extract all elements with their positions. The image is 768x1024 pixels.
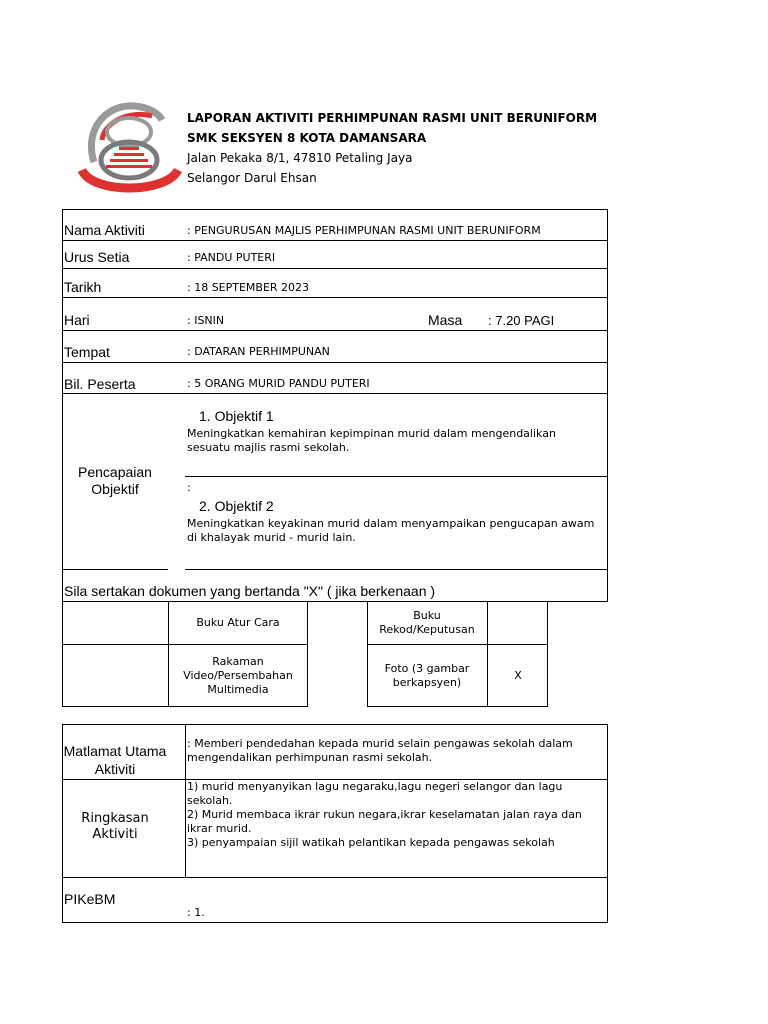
value-masa: : 7.20 PAGI	[488, 313, 555, 328]
objektif-2-title: 2. Objektif 2	[199, 498, 274, 514]
label-nama-aktiviti: Nama Aktiviti	[64, 222, 145, 238]
label-ringkasan: Ringkasan Aktiviti	[81, 811, 149, 842]
ringkasan-item: 1) murid menyanyikan lagu negaraku,lagu negeri selangor dan lagu sekolah.	[187, 780, 563, 807]
label-pikebm: PIKeBM	[64, 891, 116, 907]
value-nama-aktiviti: : PENGURUSAN MAJLIS PERHIMPUNAN RASMI UNIT BERUNIFORM	[187, 224, 541, 237]
label-matlamat: Matlamat Utama Aktiviti	[63, 743, 167, 777]
label-urus-setia: Urus Setia	[64, 249, 130, 265]
label-tarikh: Tarikh	[64, 279, 102, 295]
address-line-2: Selangor Darul Ehsan	[187, 171, 317, 185]
doc-rakaman: Rakaman Video/Persembahan Multimedia	[183, 654, 293, 696]
value-bil-peserta: : 5 ORANG MURID PANDU PUTERI	[187, 377, 370, 390]
ringkasan-item: 3) penyampaian sijil watikah pelantikan kepada pengawas sekolah	[187, 836, 555, 849]
dokumen-instruction: Sila sertakan dokumen yang bertanda "X" ( jika berkenaan )	[64, 583, 436, 599]
objektif-colon: :	[187, 481, 191, 494]
label-masa: Masa	[428, 312, 463, 328]
label-pencapaian-objektif: Pencapaian Objektif	[78, 464, 152, 497]
school-logo	[74, 92, 184, 197]
value-tempat: : DATARAN PERHIMPUNAN	[187, 345, 330, 358]
doc-buku-rekod: Buku Rekod/Keputusan	[379, 608, 475, 636]
school-name: SMK SEKSYEN 8 KOTA DAMANSARA	[187, 131, 427, 145]
label-tempat: Tempat	[64, 344, 110, 360]
value-hari: : ISNIN	[187, 314, 225, 327]
objektif-1-text: Meningkatkan kemahiran kepimpinan murid dalam mengendalikan sesuatu majlis rasmi sekolah.	[187, 427, 556, 454]
ringkasan-item: 2) Murid membaca ikrar rukun negara,ikrar keselamatan jalan raya dan ikrar murid.	[187, 808, 582, 835]
value-pikebm: : 1.	[187, 906, 205, 919]
ringkasan-list	[187, 780, 602, 850]
doc-foto: Foto (3 gambar berkapsyen)	[384, 661, 470, 689]
label-hari: Hari	[64, 312, 90, 328]
objektif-1-title: 1. Objektif 1	[199, 408, 274, 424]
value-matlamat: : Memberi pendedahan kepada murid selain pengawas sekolah dalam mengendalikan perhimpunan rasmi sekolah.	[187, 737, 573, 764]
doc-buku-atur-cara: Buku Atur Cara	[196, 615, 280, 629]
value-urus-setia: : PANDU PUTERI	[187, 251, 276, 264]
value-tarikh: : 18 SEPTEMBER 2023	[187, 281, 310, 294]
objektif-2-text: Meningkatkan keyakinan murid dalam menyampaikan pengucapan awam di khalayak murid - murid lain.	[187, 517, 595, 544]
doc-foto-mark: X	[514, 668, 522, 682]
address-line-1: Jalan Pekaka 8/1, 47810 Petaling Jaya	[187, 151, 413, 165]
label-bil-peserta: Bil. Peserta	[64, 376, 136, 392]
report-title: LAPORAN AKTIVITI PERHIMPUNAN RASMI UNIT BERUNIFORM	[187, 111, 598, 125]
